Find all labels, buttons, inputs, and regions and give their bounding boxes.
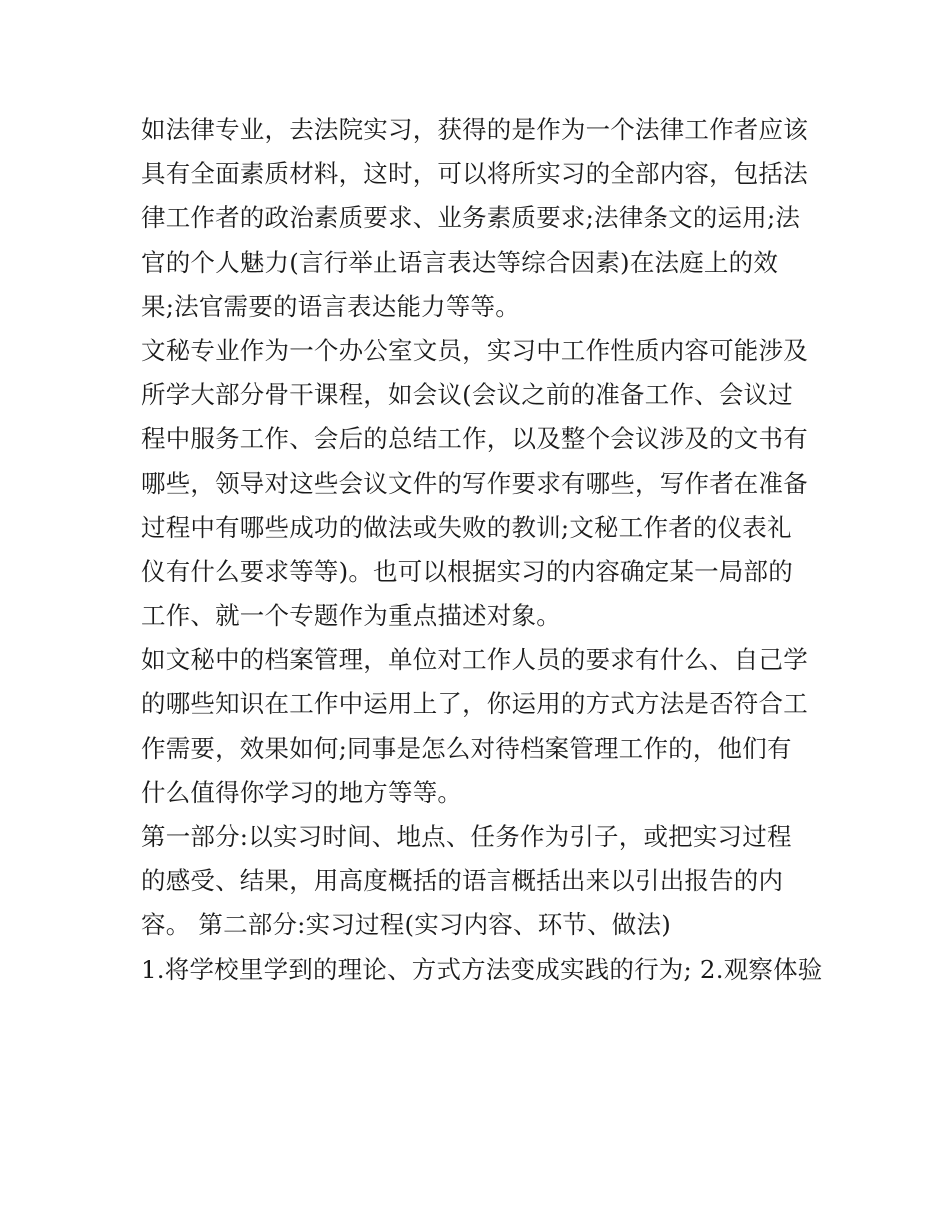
text-line: 如法律专业，去法院实习，获得的是作为一个法律工作者应该 bbox=[141, 115, 808, 144]
paragraph-archive-management bbox=[141, 638, 821, 815]
text-line: 哪些，领导对这些会议文件的写作要求有哪些，写作者在准备 bbox=[141, 468, 808, 498]
text-line: 1.将学校里学到的理论、方式方法变成实践的行为; 2.观察体验 bbox=[141, 954, 823, 984]
text-line: 什么值得你学习的地方等等。 bbox=[141, 777, 463, 807]
text-line: 律工作者的政治素质要求、业务素质要求;法律条文的运用;法 bbox=[141, 203, 801, 233]
text-line: 仪有什么要求等等)。也可以根据实习的内容确定某一局部的 bbox=[141, 556, 793, 586]
text-line: 作需要，效果如何;同事是怎么对待档案管理工作的，他们有 bbox=[141, 733, 792, 763]
text-line: 文秘专业作为一个办公室文员，实习中工作性质内容可能涉及 bbox=[141, 335, 808, 365]
text-line: 如文秘中的档案管理，单位对工作人员的要求有什么、自己学 bbox=[141, 645, 808, 675]
text-line: 具有全面素质材料，这时，可以将所实习的全部内容，包括法 bbox=[141, 159, 808, 189]
text-line: 的感受、结果，用高度概括的语言概括出来以引出报告的内 bbox=[141, 866, 784, 896]
paragraph-legal-internship bbox=[141, 108, 821, 329]
text-line: 工作、就一个专题作为重点描述对象。 bbox=[141, 601, 561, 631]
paragraph-secretary-major bbox=[141, 329, 821, 638]
text-line: 第一部分:以实习时间、地点、任务作为引子，或把实习过程 bbox=[141, 822, 792, 851]
text-line: 果;法官需要的语言表达能力等等。 bbox=[141, 291, 520, 321]
text-line: 容。 第二部分:实习过程(实习内容、环节、做法) bbox=[141, 910, 671, 940]
text-line: 所学大部分骨干课程，如会议(会议之前的准备工作、会议过 bbox=[141, 380, 793, 410]
text-line: 的哪些知识在工作中运用上了，你运用的方式方法是否符合工 bbox=[141, 689, 808, 719]
text-line: 过程中有哪些成功的做法或失败的教训;文秘工作者的仪表礼 bbox=[141, 512, 792, 542]
paragraph-report-structure bbox=[141, 815, 821, 948]
paragraph-practice-list bbox=[141, 948, 821, 992]
text-line: 程中服务工作、会后的总结工作，以及整个会议涉及的文书有 bbox=[141, 424, 808, 454]
document-body bbox=[141, 108, 821, 992]
text-line: 官的个人魅力(言行举止语言表达等综合因素)在法庭上的效 bbox=[141, 247, 779, 277]
